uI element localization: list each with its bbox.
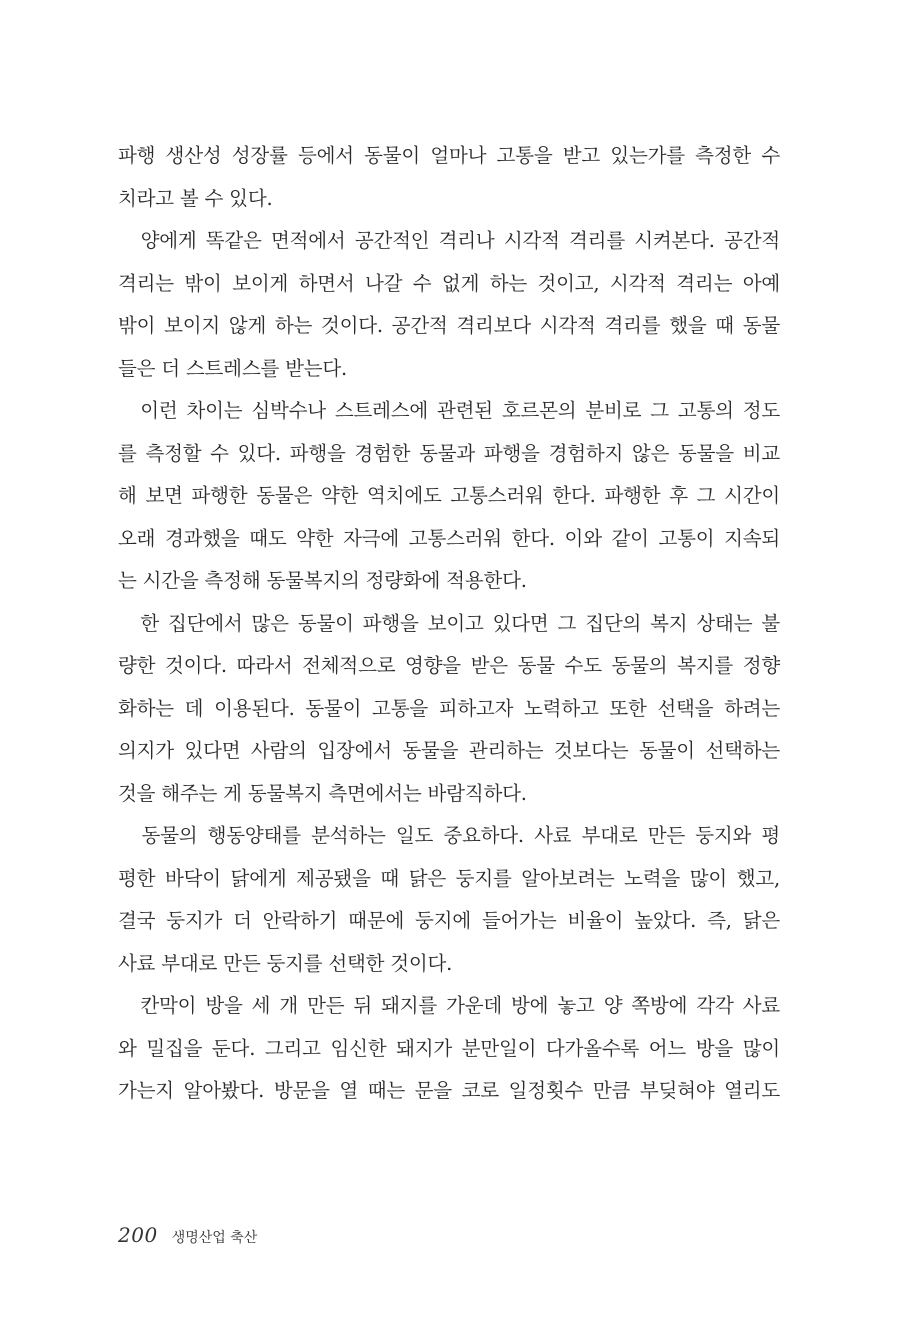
text-line: 오래 경과했을 때도 약한 자극에 고통스러워 한다. 이와 같이 고통이 지속되 bbox=[118, 526, 780, 550]
text-line: 평한 바닥이 닭에게 제공됐을 때 닭은 둥지를 알아보려는 노력을 많이 했고, bbox=[118, 866, 780, 890]
text-line: 와 밀집을 둔다. 그리고 임신한 돼지가 분만일이 다가올수록 어느 방을 많이 bbox=[118, 1036, 780, 1060]
text-line: 양에게 똑같은 면적에서 공간적인 격리나 시각적 격리를 시켜본다. 공간적 bbox=[118, 229, 780, 252]
text-line: 는 시간을 측정해 동물복지의 정량화에 적용한다. bbox=[118, 569, 527, 592]
text-line: 결국 둥지가 더 안락하기 때문에 둥지에 들어가는 비율이 높았다. 즉, 닭은 bbox=[118, 909, 780, 932]
text-line: 들은 더 스트레스를 받는다. bbox=[118, 356, 348, 380]
page-number: 200 bbox=[118, 1223, 158, 1247]
text-line: 가는지 알아봤다. 방문을 열 때는 문을 코로 일정횟수 만큼 부딪혀야 열리도 bbox=[118, 1079, 780, 1102]
text-line: 것을 해주는 게 동물복지 측면에서는 바람직하다. bbox=[118, 781, 527, 805]
text-line: 칸막이 방을 세 개 만든 뒤 돼지를 가운데 방에 놓고 양 쪽방에 각각 사료 bbox=[118, 994, 780, 1017]
text-line: 화하는 데 이용된다. 동물이 고통을 피하고자 노력하고 또한 선택을 하려는 bbox=[118, 696, 780, 720]
text-line: 격리는 밖이 보이게 하면서 나갈 수 없게 하는 것이고, 시각적 격리는 아예 bbox=[118, 271, 780, 295]
text-line: 동물의 행동양태를 분석하는 일도 중요하다. 사료 부대로 만든 둥지와 평 bbox=[118, 824, 780, 847]
text-line: 량한 것이다. 따라서 전체적으로 영향을 받은 동물 수도 동물의 복지를 정향 bbox=[118, 654, 780, 677]
text-line: 이런 차이는 심박수나 스트레스에 관련된 호르몬의 분비로 그 고통의 정도 bbox=[118, 399, 780, 422]
text-line: 의지가 있다면 사람의 입장에서 동물을 관리하는 것보다는 동물이 선택하는 bbox=[118, 739, 780, 762]
text-line: 한 집단에서 많은 동물이 파행을 보이고 있다면 그 집단의 복지 상태는 불 bbox=[118, 611, 780, 635]
page-body bbox=[118, 135, 780, 1113]
text-line: 사료 부대로 만든 둥지를 선택한 것이다. bbox=[118, 951, 453, 975]
text-line: 를 측정할 수 있다. 파행을 경험한 동물과 파행을 경험하지 않은 동물을 비교 bbox=[118, 441, 780, 465]
page-footer bbox=[118, 1223, 257, 1253]
text-line: 밖이 보이지 않게 하는 것이다. 공간적 격리보다 시각적 격리를 했을 때 동물 bbox=[118, 314, 780, 337]
text-line: 파행 생산성 성장률 등에서 동물이 얼마나 고통을 받고 있는가를 측정한 수 bbox=[118, 144, 780, 167]
text-line: 해 보면 파행한 동물은 약한 역치에도 고통스러워 한다. 파행한 후 그 시간이 bbox=[118, 484, 780, 507]
text-line: 치라고 볼 수 있다. bbox=[118, 186, 273, 210]
running-title: 생명산업 축산 bbox=[171, 1230, 258, 1246]
